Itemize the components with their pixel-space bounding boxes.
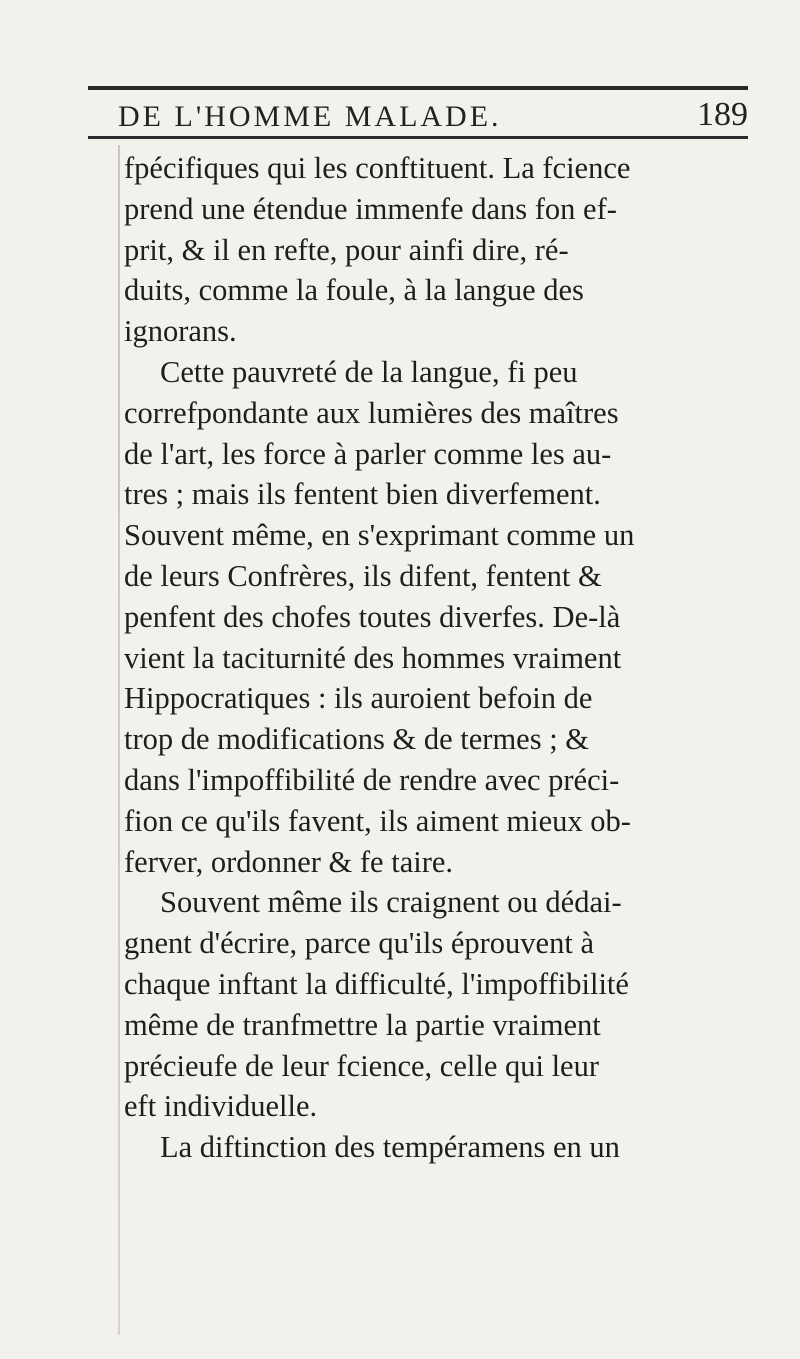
text-line: vient la taciturnité des hommes vraiment [124,640,622,675]
header-rule-bottom [88,136,748,139]
page-gutter-edge [118,145,120,1335]
text-line: gnent d'écrire, parce qu'ils éprouvent à [124,926,594,961]
text-line: Cette pauvreté de la langue, fi peu [160,354,578,389]
text-line: fpécifiques qui les conftituent. La fcience [124,151,631,185]
text-line: Souvent même, en s'exprimant comme un [124,518,635,553]
text-line: même de tranfmettre la partie vraiment [124,1007,601,1042]
page-number: 189 [697,96,748,133]
text-line: de l'art, les force à parler comme les au- [124,436,612,471]
text-line: eft individuelle. [124,1089,318,1124]
text-line: Souvent même ils craignent ou dédai- [160,885,622,920]
page-header [118,90,748,134]
text-line: précieufe de leur fcience, celle qui leur [124,1048,599,1083]
text-line: ferver, ordonner & fe taire. [124,844,454,879]
text-line: La diftinction des tempéramens en un [160,1130,620,1165]
text-line: trop de modifications & de termes ; & [124,722,590,757]
text-line: prend une étendue immenfe dans fon ef- [124,191,617,226]
text-line: correfpondante aux lumières des maîtres [124,395,619,430]
text-line: Hippocratiques : ils auroient befoin de [124,681,593,716]
text-line: chaque inftant la difficulté, l'impoffibilité [124,966,629,1001]
text-line: penfent des chofes toutes diverfes. De-là [124,599,621,634]
body-text [124,148,764,1168]
text-line: duits, comme la foule, à la langue des [124,273,584,308]
text-line: prit, & il en refte, pour ainfi dire, ré- [124,232,569,267]
text-line: de leurs Confrères, ils difent, fentent & [124,558,602,593]
running-head: DE L'HOMME MALADE. [118,100,502,133]
text-line: dans l'impoffibilité de rendre avec préci- [124,762,620,797]
text-line: tres ; mais ils fentent bien diverfement. [124,477,601,512]
text-line: ignorans. [124,314,237,349]
text-line: fion ce qu'ils favent, ils aiment mieux ob- [124,803,631,838]
